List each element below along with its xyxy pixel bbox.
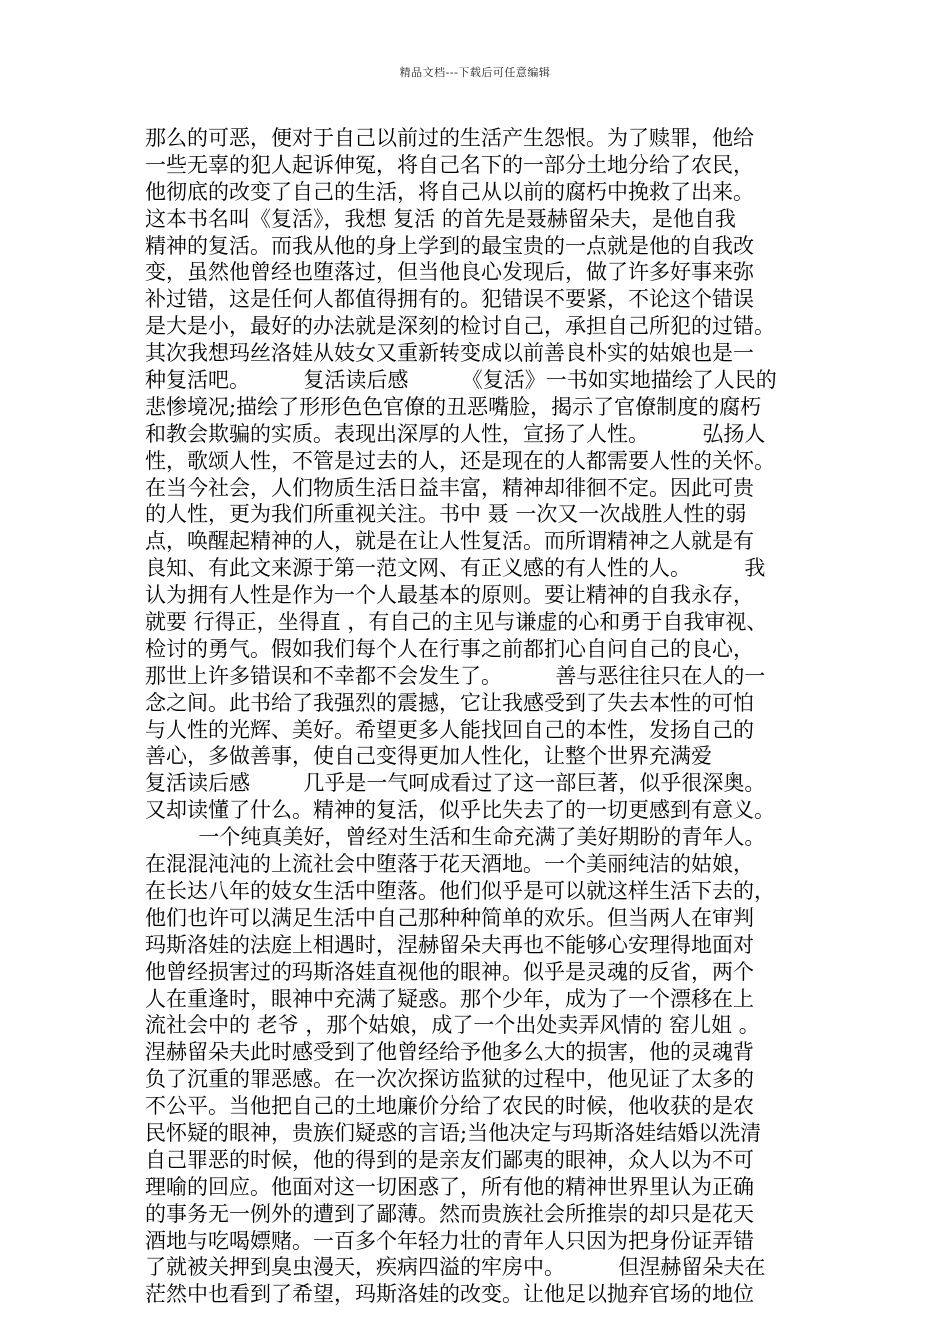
text-line: 精神的复活。而我从他的身上学到的最宝贵的一点就是他的自我改 [145, 233, 754, 258]
text-line: 不公平。当他把自己的土地廉价分给了农民的时候，他收获的是农 [145, 1094, 754, 1119]
text-line: 那世上许多错误和不幸都不会发生了。 善与恶往往只在人的一 [145, 663, 766, 688]
text-line: 种复活吧。 复活读后感 《复活》一书如实地描绘了人民的 [145, 368, 777, 393]
text-line: 理喻的回应。他面对这一切困惑了，所有他的精神世界里认为正确 [145, 1174, 754, 1199]
text-line: 民怀疑的眼神，贵族们疑惑的言语;当他决定与玛斯洛娃结婚以洗清 [145, 1120, 762, 1145]
text-line: 一些无辜的犯人起诉伸冤，将自己名下的一部分土地分给了农民， [145, 152, 754, 177]
text-line: 的事务无一例外的遭到了鄙薄。然而贵族社会所推崇的却只是花天 [145, 1201, 754, 1226]
text-line: 就要 行得正，坐得直 ，有自己的主见与谦虚的心和勇于自我审视、 [145, 610, 768, 635]
text-line: 性，歌颂人性，不管是过去的人，还是现在的人都需要人性的关怀。 [145, 448, 775, 473]
text-line: 与人性的光辉、美好。希望更多人能找回自己的本性，发扬自己的 [145, 717, 754, 742]
text-line: 点，唤醒起精神的人，就是在让人性复活。而所谓精神之人就是有 [145, 529, 754, 554]
text-line: 一个纯真美好，曾经对生活和生命充满了美好期盼的青年人。 [145, 825, 766, 850]
text-line: 和教会欺骗的实质。表现出深厚的人性，宣扬了人性。 弘扬人 [145, 421, 766, 446]
text-line: 又却读懂了什么。精神的复活，似乎比失去了的一切更感到有意义。 [145, 798, 775, 823]
text-line: 流社会中的 老爷 ，那个姑娘，成了一个出处卖弄风情的 窑儿姐 。 [145, 1013, 760, 1038]
document-body [145, 125, 825, 1308]
text-line: 在混混沌沌的上流社会中堕落于花天酒地。一个美丽纯洁的姑娘， [145, 852, 754, 877]
text-line: 的人性，更为我们所重视关注。书中 聂 一次又一次战胜人性的弱 [145, 502, 747, 527]
text-line: 良知、有此文来源于第一范文网、有正义感的有人性的人。 我 [145, 556, 766, 581]
text-line: 负了沉重的罪恶感。在一次次探访监狱的过程中，他见证了太多的 [145, 1067, 754, 1092]
text-line: 善心，多做善事，使自己变得更加人性化，让整个世界充满爱 [145, 744, 712, 769]
text-line: 是大是小，最好的办法就是深刻的检讨自己，承担自己所犯的过错。 [145, 314, 775, 339]
text-line: 他们也许可以满足生活中自己那种种简单的欢乐。但当两人在审判 [145, 905, 754, 930]
page-header: 精品文档---下载后可任意编辑 [399, 66, 551, 79]
text-line: 他曾经损害过的玛斯洛娃直视他的眼神。似乎是灵魂的反省，两个 [145, 959, 754, 984]
text-line: 了就被关押到臭虫漫天，疾病四溢的牢房中。 但涅赫留朵夫在 [145, 1255, 766, 1280]
text-line: 玛斯洛娃的法庭上相遇时，涅赫留朵夫再也不能够心安理得地面对 [145, 932, 754, 957]
text-line: 在当今社会，人们物质生活日益丰富，精神却徘徊不定。因此可贵 [145, 475, 754, 500]
text-line: 茫然中也看到了希望，玛斯洛娃的改变。让他足以抛弃官场的地位 [145, 1282, 754, 1307]
text-line: 补过错，这是任何人都值得拥有的。犯错误不要紧，不论这个错误 [145, 287, 754, 312]
text-line: 这本书名叫《复活》，我想 复活 的首先是聂赫留朵夫，是他自我 [145, 206, 736, 231]
text-line: 认为拥有人性是作为一个人最基本的原则。要让精神的自我永存， [145, 583, 754, 608]
text-line: 人在重逢时，眼神中充满了疑惑。那个少年，成为了一个漂移在上 [145, 986, 754, 1011]
text-line: 念之间。此书给了我强烈的震撼，它让我感受到了失去本性的可怕 [145, 690, 754, 715]
text-line: 酒地与吃喝嫖赌。一百多个年轻力壮的青年人只因为把身份证弄错 [145, 1228, 754, 1253]
text-line: 复活读后感 几乎是一气呵成看过了这一部巨著，似乎很深奥。 [145, 771, 766, 796]
text-line: 在长达八年的妓女生活中堕落。他们似乎是可以就这样生活下去的， [145, 878, 775, 903]
text-line: 悲惨境况;描绘了形形色色官僚的丑恶嘴脸，揭示了官僚制度的腐朽 [145, 394, 762, 419]
text-line: 其次我想玛丝洛娃从妓女又重新转变成以前善良朴实的姑娘也是一 [145, 341, 754, 366]
text-line: 他彻底的改变了自己的生活，将自己从以前的腐朽中挽救了出来。 [145, 179, 754, 204]
text-line: 自己罪恶的时候，他的得到的是亲友们鄙夷的眼神，众人以为不可 [145, 1147, 754, 1172]
text-line: 那么的可恶，便对于自己以前过的生活产生怨恨。为了赎罪，他给 [145, 126, 754, 150]
text-line: 涅赫留朵夫此时感受到了他曾经给予他多么大的损害，他的灵魂背 [145, 1040, 754, 1065]
text-line: 检讨的勇气。假如我们每个人在行事之前都扪心自问自己的良心， [145, 636, 754, 661]
text-line: 变，虽然他曾经也堕落过，但当他良心发现后，做了许多好事来弥 [145, 260, 754, 285]
